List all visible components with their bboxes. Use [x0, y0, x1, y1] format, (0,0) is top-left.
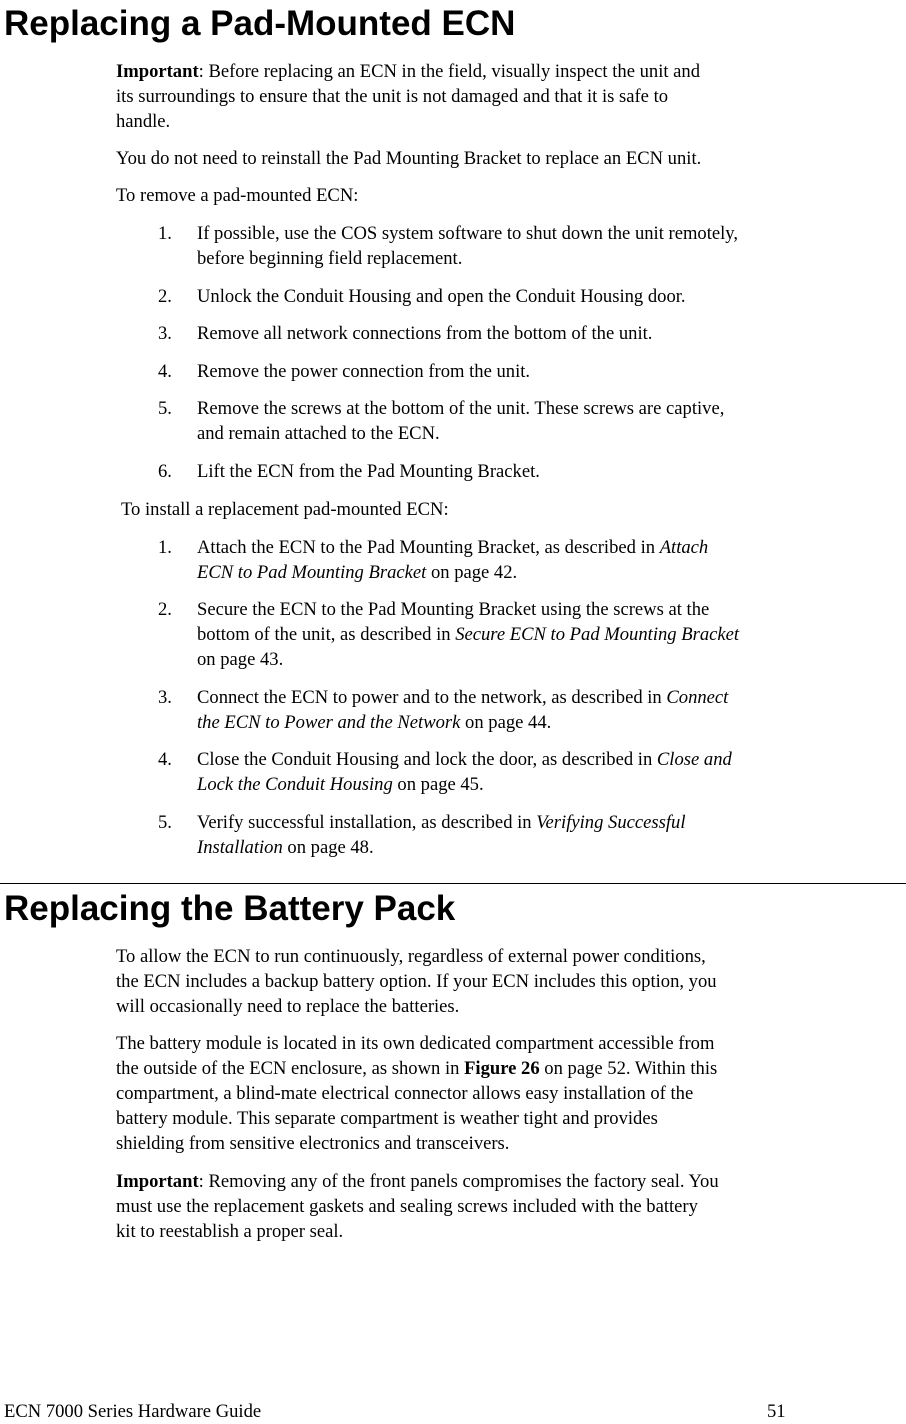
paragraph-line: the ECN includes a backup battery option. If your ECN includes this option, you — [116, 971, 717, 992]
step-text: Remove all network connections from the bottom of the unit. — [197, 323, 653, 344]
step-text: Remove the power connection from the unit. — [197, 361, 531, 382]
cross-reference: Verifying Successful — [536, 812, 686, 833]
step-number: 3. — [158, 323, 172, 344]
step-text: on page 43. — [197, 649, 284, 670]
important-note-seal — [116, 1169, 906, 1244]
important-text-line: its surroundings to ensure that the unit is not damaged and that it is safe to — [116, 86, 669, 107]
remove-intro-text: To remove a pad-mounted ECN: — [116, 185, 359, 206]
paragraph-line: shielding from sensitive electronics and transceivers. — [116, 1133, 510, 1154]
step-number: 5. — [158, 812, 172, 833]
step-text: Verify successful installation, as described in — [197, 812, 537, 833]
step-number: 6. — [158, 461, 172, 482]
step-text: on page 45. — [392, 774, 484, 795]
figure-reference: Figure 26 — [464, 1058, 540, 1079]
battery-location-paragraph — [116, 1031, 906, 1156]
battery-intro-paragraph — [116, 944, 906, 1019]
important-text-line: : Removing any of the front panels compromises the factory seal. You — [198, 1171, 719, 1192]
important-text-line: handle. — [116, 111, 171, 132]
step-number: 3. — [158, 687, 172, 708]
important-label: Important — [116, 1171, 199, 1192]
step-number: 1. — [158, 223, 172, 244]
cross-reference: ECN to Pad Mounting Bracket — [197, 562, 427, 583]
important-text-line: must use the replacement gaskets and sealing screws included with the battery — [116, 1196, 698, 1217]
paragraph-text: the outside of the ECN enclosure, as shown in — [116, 1058, 465, 1079]
section-title-replacing-battery-pack: Replacing the Battery Pack — [4, 889, 456, 928]
cross-reference: Attach — [659, 537, 709, 558]
step-text: Remove the screws at the bottom of the unit. These screws are captive, — [197, 398, 725, 419]
step-number: 4. — [158, 361, 172, 382]
install-intro — [121, 497, 906, 522]
step-text: Unlock the Conduit Housing and open the Conduit Housing door. — [197, 286, 686, 307]
step-text: bottom of the unit, as described in — [197, 624, 456, 645]
step-number: 5. — [158, 398, 172, 419]
important-text-line: : Before replacing an ECN in the field, visually inspect the unit and — [198, 61, 701, 82]
step-number: 2. — [158, 599, 172, 620]
bracket-note-text: You do not need to reinstall the Pad Mounting Bracket to replace an ECN unit. — [116, 148, 702, 169]
important-note-inspection — [116, 59, 906, 134]
paragraph-line: battery module. This separate compartment is weather tight and provides — [116, 1108, 658, 1129]
section-title-replacing-pad-mounted-ecn: Replacing a Pad-Mounted ECN — [4, 4, 516, 43]
step-number: 4. — [158, 749, 172, 770]
cross-reference: Close and — [656, 749, 732, 770]
paragraph-line: compartment, a blind-mate electrical connector allows easy installation of the — [116, 1083, 694, 1104]
step-text: Connect the ECN to power and to the network, as described in — [197, 687, 667, 708]
cross-reference: the ECN to Power and the Network — [197, 712, 461, 733]
cross-reference: Installation — [197, 837, 283, 858]
step-text: and remain attached to the ECN. — [197, 423, 440, 444]
step-text: Close the Conduit Housing and lock the door, as described in — [197, 749, 657, 770]
cross-reference: Connect — [666, 687, 729, 708]
footer-guide-title: ECN 7000 Series Hardware Guide — [4, 1401, 262, 1422]
step-number: 2. — [158, 286, 172, 307]
important-text-line: kit to reestablish a proper seal. — [116, 1221, 344, 1242]
cross-reference: Lock the Conduit Housing — [197, 774, 393, 795]
step-text: Secure the ECN to the Pad Mounting Bracket using the screws at the — [197, 599, 710, 620]
bracket-note — [116, 146, 906, 171]
step-text: on page 42. — [426, 562, 518, 583]
paragraph-text: on page 52. Within this — [539, 1058, 718, 1079]
step-text: before beginning field replacement. — [197, 248, 463, 269]
section-divider — [0, 883, 906, 884]
paragraph-line: To allow the ECN to run continuously, regardless of external power conditions, — [116, 946, 706, 967]
install-intro-text: To install a replacement pad-mounted ECN: — [121, 499, 449, 520]
step-text: on page 44. — [460, 712, 552, 733]
paragraph-line: The battery module is located in its own dedicated compartment accessible from — [116, 1033, 715, 1054]
paragraph-line: will occasionally need to replace the batteries. — [116, 996, 460, 1017]
remove-intro — [116, 183, 906, 208]
step-text: on page 48. — [282, 837, 374, 858]
step-text: If possible, use the COS system software to shut down the unit remotely, — [197, 223, 739, 244]
step-text: Attach the ECN to the Pad Mounting Bracket, as described in — [197, 537, 660, 558]
important-label: Important — [116, 61, 199, 82]
footer-page-number: 51 — [767, 1401, 786, 1422]
step-number: 1. — [158, 537, 172, 558]
step-text: Lift the ECN from the Pad Mounting Bracket. — [197, 461, 540, 482]
cross-reference: Secure ECN to Pad Mounting Bracket — [455, 624, 740, 645]
